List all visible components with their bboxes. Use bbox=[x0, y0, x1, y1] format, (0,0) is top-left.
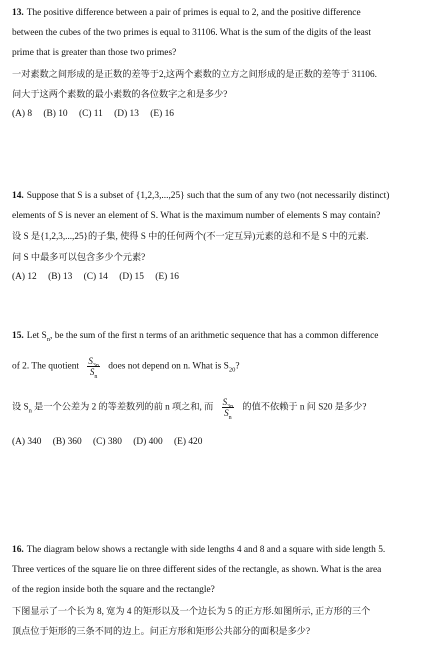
problem-number: 14. bbox=[12, 191, 24, 201]
problem-16-zh-line-2: 顶点位于矩形的三条不同的边上。问正方形和矩形公共部分的面积是多少? bbox=[12, 625, 311, 636]
problem-14-line-1: 14. Suppose that S is a subset of {1,2,3,...,25} such that the sum of any two (not necessarily distinct) bbox=[12, 191, 390, 201]
problem-13-line-2: between the cubes of the two primes is equal to 31106. What is the sum of the digits of the least bbox=[12, 28, 372, 39]
choice-e: (E) 16 bbox=[150, 108, 174, 119]
choice-a: (A) 12 bbox=[12, 271, 37, 282]
problem-number: 13. bbox=[12, 8, 24, 18]
problem-13-zh-line-1: 一对素数之间形成的是正数的差等于2,这两个素数的立方之间形成的是正数的差等于 31106. bbox=[12, 68, 377, 79]
problem-13-line-3: prime that is greater than those two primes? bbox=[12, 48, 177, 59]
choice-c: (C) 380 bbox=[93, 437, 122, 447]
problem-13-zh-line-2: 问大于这两个素数的最小素数的各位数字之和是多少? bbox=[12, 88, 228, 99]
problem-15-zh-line-1: 设 $S_n$ 是一个公差为 2 的等差数列的前 n 项之和, 而 $\frac{S_{3n}}{S_n}$ 的值不依赖于 n 问 S20 是多少? bbox=[12, 397, 367, 421]
problem-14-zh-line-1: 设 S 是{1,2,3,...,25}的子集, 使得 S 中的任何两个(不一定互异)元素的总和不是 S 中的元素. bbox=[12, 231, 369, 242]
problem-15-line-1: 15. Let $S_n$, be the sum of the first n terms of an arithmetic sequence that has a common difference bbox=[12, 331, 379, 343]
choice-a: (A) 340 bbox=[12, 437, 42, 447]
answer-choices bbox=[12, 436, 424, 448]
choice-c: (C) 14 bbox=[83, 271, 108, 282]
problem-16-line-3: of the region inside both the square and the rectangle? bbox=[12, 585, 215, 596]
problem-16-line-1: 16. The diagram below shows a rectangle with side lengths 4 and 8 and a square with side length 5. bbox=[12, 545, 386, 555]
choice-e: (E) 420 bbox=[174, 437, 203, 447]
choice-b: (B) 360 bbox=[52, 437, 82, 447]
problem-14-line-2: elements of S is never an element of S. What is the maximum number of elements S may contain? bbox=[12, 211, 381, 222]
problem-13 bbox=[12, 7, 424, 120]
choice-d: (D) 15 bbox=[119, 271, 144, 282]
choice-e: (E) 16 bbox=[155, 271, 179, 282]
problem-number: 16. bbox=[12, 545, 24, 555]
problem-14-zh-line-2: 问 S 中最多可以包含多少个元素? bbox=[12, 251, 146, 262]
quotient-fraction-zh: $\frac{S_{3n}}{S_n}$ bbox=[222, 397, 234, 421]
choice-d: (D) 13 bbox=[114, 108, 139, 119]
problem-15-line-2: of 2. The quotient $\frac{S_{3n}}{S_n}$ does not depend on n. What is $S_{20}$? bbox=[12, 356, 240, 380]
problem-15 bbox=[12, 330, 424, 448]
answer-choices bbox=[12, 271, 424, 283]
problem-number: 15. bbox=[12, 331, 24, 341]
problem-16-zh-line-1: 下图显示了一个长为 8, 宽为 4 的矩形以及一个边长为 5 的正方形.如图所示, 正方形的三个 bbox=[12, 605, 371, 616]
choice-b: (B) 13 bbox=[48, 271, 73, 282]
answer-choices bbox=[12, 108, 424, 120]
choice-b: (B) 10 bbox=[43, 108, 68, 119]
choice-d: (D) 400 bbox=[133, 437, 163, 447]
quotient-fraction: $\frac{S_{3n}}{S_n}$ bbox=[88, 356, 99, 380]
problem-13-line-1: 13. The positive difference between a pair of primes is equal to 2, and the positive difference bbox=[12, 8, 361, 18]
problem-16-line-2: Three vertices of the square lie on three different sides of the rectangle, as shown. What is the area bbox=[12, 565, 382, 576]
choice-a: (A) 8 bbox=[12, 108, 33, 119]
problem-14 bbox=[12, 190, 424, 283]
problem-16 bbox=[12, 544, 424, 645]
choice-c: (C) 11 bbox=[78, 108, 103, 119]
